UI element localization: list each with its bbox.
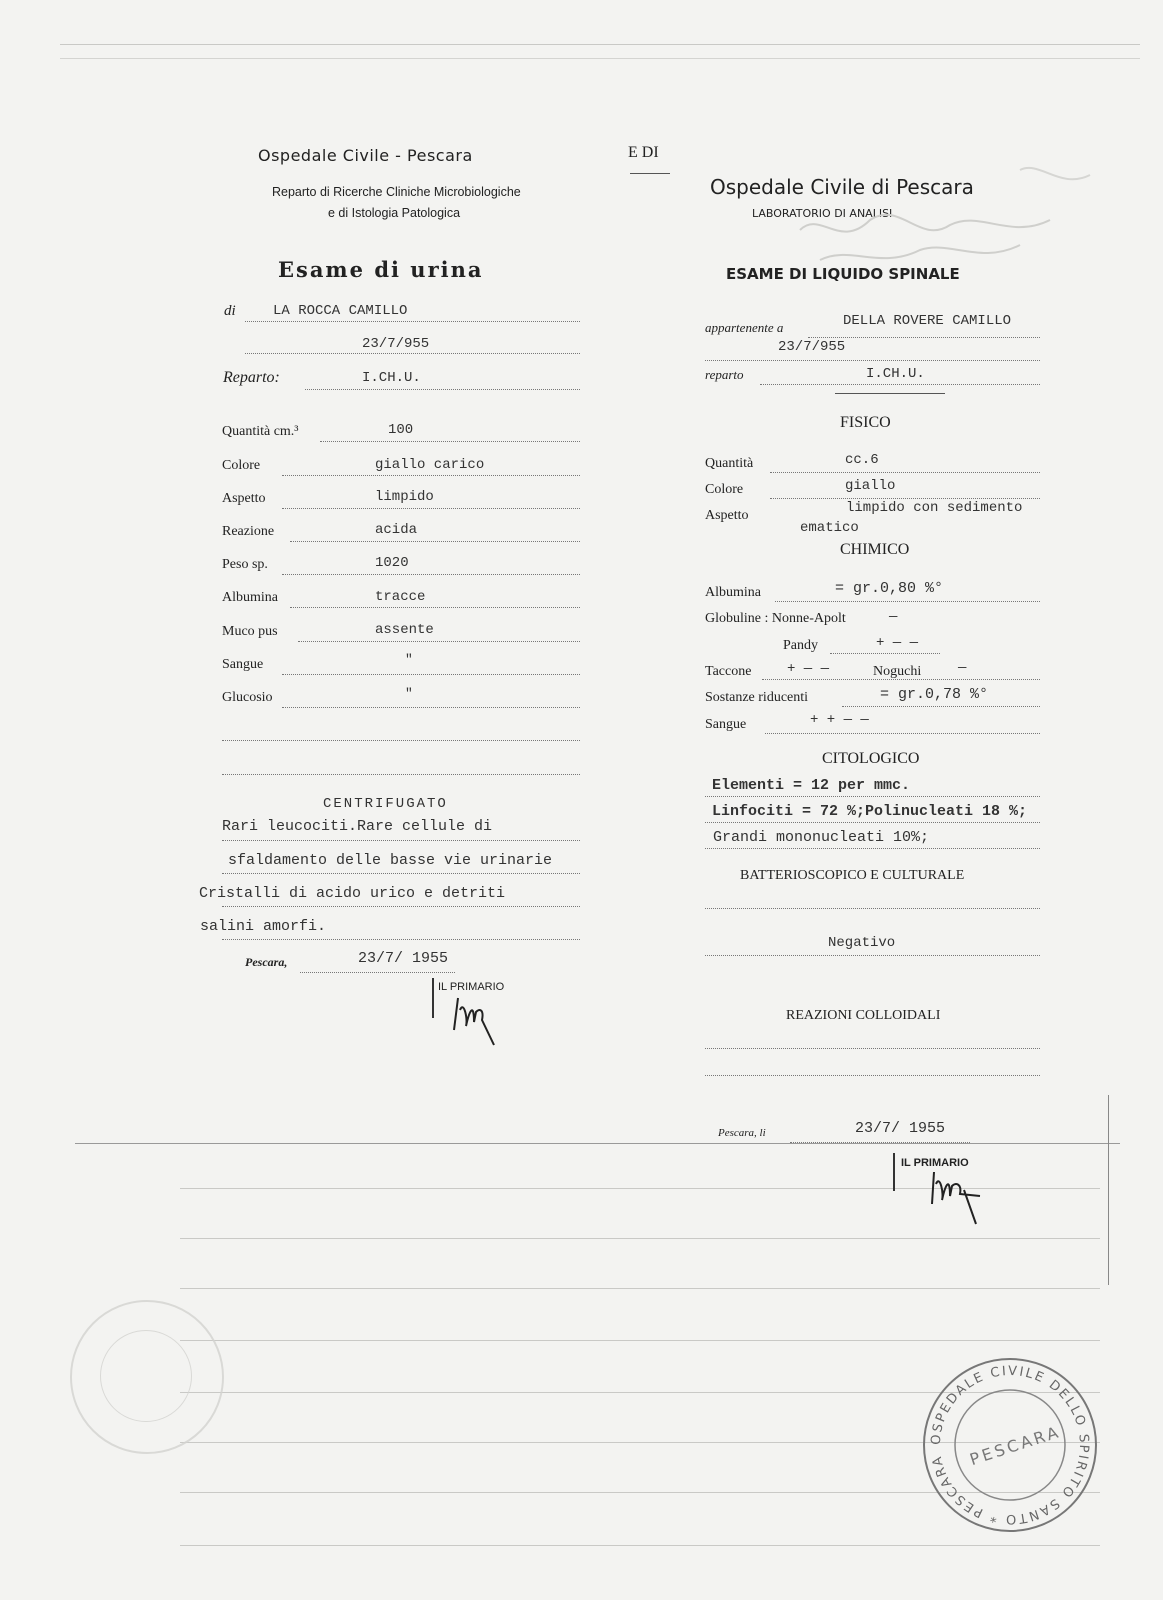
centrifugato-rule	[222, 873, 580, 874]
field-label: Peso sp.	[222, 557, 268, 572]
sangue-label: Sangue	[705, 717, 747, 732]
reparto-line	[305, 389, 580, 390]
centrifugato-rule	[222, 906, 580, 907]
field-value: acida	[375, 522, 418, 538]
left-primario-label: IL PRIMARIO	[438, 981, 505, 993]
centrifugato-line: salini amorfi.	[200, 918, 327, 935]
fragment-rule	[630, 173, 670, 174]
albumina-value: = gr.0,80 %°	[835, 580, 944, 597]
pandy-label: Pandy	[783, 638, 818, 653]
right-signature	[920, 1166, 995, 1228]
batterio-rule	[705, 908, 1040, 909]
pandy-line	[830, 653, 940, 654]
aspetto-label: Aspetto	[705, 508, 749, 523]
right-reparto-label: reparto	[705, 367, 744, 382]
cito-line: Linfociti = 72 %;Polinucleati 18 %;	[712, 803, 1028, 820]
field-label: Glucosio	[222, 690, 273, 705]
aspetto-value-line1: limpido con sedimento	[846, 500, 1023, 516]
right-place-label: Pescara, li	[718, 1127, 766, 1139]
field-value: 100	[388, 422, 414, 438]
reazioni-heading: REAZIONI COLLOIDALI	[786, 1008, 941, 1023]
field-value: tracce	[375, 589, 426, 605]
colore-label: Colore	[705, 482, 744, 497]
field-line	[282, 674, 580, 675]
di-label: di	[224, 303, 236, 319]
field-label: Colore	[222, 458, 261, 473]
citologico-heading: CITOLOGICO	[822, 750, 920, 767]
left-reparto-value: I.CH.U.	[362, 370, 421, 386]
right-reparto-value: I.CH.U.	[866, 366, 925, 382]
centrifugato-line: sfaldamento delle basse vie urinarie	[228, 852, 553, 869]
batterio-heading: BATTERIOSCOPICO E CULTURALE	[740, 868, 965, 883]
sheet-rule	[75, 1143, 1120, 1144]
field-label: Reazione	[222, 524, 275, 539]
left-dept-line1: Reparto di Ricerche Cliniche Microbiologiche	[272, 185, 521, 199]
quantita-value: cc.6	[845, 452, 879, 468]
globuline-label: Globuline : Nonne-Apolt	[705, 611, 846, 626]
left-signed-date: 23/7/ 1955	[358, 950, 449, 967]
centrifugato-rule	[222, 840, 580, 841]
batterio-rule	[705, 955, 1040, 956]
field-line	[282, 707, 580, 708]
field-label: Aspetto	[222, 491, 266, 506]
patient-line	[245, 321, 580, 322]
right-patient-name: DELLA ROVERE CAMILLO	[843, 313, 1012, 329]
left-dept-line2: e di Istologia Patologica	[328, 206, 461, 220]
field-label: Muco pus	[222, 624, 278, 639]
faded-stamp-inner-ring	[100, 1330, 192, 1422]
centrifugato-heading: CENTRIFUGATO	[323, 796, 448, 812]
sheet-rule	[60, 58, 1140, 59]
left-reparto-label: Reparto:	[223, 369, 280, 386]
bleed-through-handwriting	[760, 150, 1140, 310]
right-signed-date: 23/7/ 1955	[855, 1120, 946, 1137]
quantita-line	[770, 472, 1040, 473]
cito-rule	[705, 796, 1040, 797]
field-value: "	[405, 686, 413, 701]
fisico-heading: FISICO	[840, 414, 891, 431]
field-value: assente	[375, 622, 434, 638]
albumina-line	[775, 601, 1040, 602]
cito-rule	[705, 822, 1040, 823]
field-value: giallo carico	[375, 457, 485, 473]
sheet-rule	[60, 44, 1140, 45]
field-line	[290, 541, 580, 542]
field-value: "	[405, 652, 413, 667]
appartenente-label: appartenente a	[705, 320, 784, 335]
batterio-result: Negativo	[828, 935, 896, 951]
sheet-rule	[180, 1288, 1100, 1289]
taccone-value: + — —	[787, 661, 830, 677]
header-fragment: E DI	[628, 144, 659, 161]
sostanze-line	[842, 706, 1040, 707]
blank-line	[222, 740, 580, 741]
field-line	[282, 475, 580, 476]
reazioni-rule	[705, 1075, 1040, 1076]
field-value: 1020	[375, 555, 409, 571]
noguchi-label: Noguchi	[873, 664, 922, 679]
sostanze-value: = gr.0,78 %°	[880, 686, 989, 703]
field-line	[282, 508, 580, 509]
sangue-value: + + — —	[810, 712, 869, 728]
right-hospital-name: Ospedale Civile di Pescara	[710, 175, 974, 199]
right-title: ESAME DI LIQUIDO SPINALE	[726, 265, 960, 283]
faded-stamp	[70, 1300, 224, 1454]
date-line	[245, 353, 580, 354]
quantita-label: Quantità	[705, 456, 754, 471]
sangue-line	[765, 733, 1040, 734]
blank-line	[222, 774, 580, 775]
right-signed-date-line	[790, 1142, 970, 1143]
centrifugato-rule	[222, 939, 580, 940]
cito-line: Elementi = 12 per mmc.	[712, 777, 911, 794]
field-label: Albumina	[222, 590, 278, 605]
noguchi-value: —	[958, 660, 967, 676]
centrifugato-line: Cristalli di acido urico e detriti	[199, 885, 506, 902]
taccone-label: Taccone	[705, 664, 752, 679]
sostanze-label: Sostanze riducenti	[705, 690, 809, 705]
left-title: Esame di urina	[278, 257, 484, 282]
field-label: Sangue	[222, 657, 264, 672]
right-date: 23/7/955	[778, 339, 846, 355]
sheet-edge	[1108, 1095, 1109, 1285]
reazioni-rule	[705, 1048, 1040, 1049]
right-date-line	[705, 360, 1040, 361]
stamp-center-text: PESCARA	[967, 1421, 1064, 1470]
pandy-value: + — —	[876, 635, 919, 651]
reparto-underline	[835, 393, 945, 394]
cito-line: Grandi mononucleati 10%;	[713, 829, 930, 846]
field-line	[298, 641, 580, 642]
field-line	[290, 607, 580, 608]
left-date: 23/7/955	[362, 336, 430, 352]
field-value: limpido	[375, 489, 434, 505]
colore-value: giallo	[845, 478, 896, 494]
sheet-rule	[180, 1545, 1100, 1546]
lab-name: LABORATORIO DI ANALISI	[752, 207, 893, 220]
sheet-rule	[180, 1238, 1100, 1239]
right-reparto-line	[760, 384, 1040, 385]
left-signature-bar	[432, 978, 434, 1018]
right-patient-line	[808, 337, 1040, 338]
globuline-value: —	[889, 609, 898, 625]
left-signature	[440, 990, 510, 1050]
left-patient-name: LA ROCCA CAMILLO	[273, 303, 408, 319]
field-line	[282, 574, 580, 575]
right-signature-bar	[893, 1153, 895, 1191]
chimico-heading: CHIMICO	[840, 541, 910, 558]
left-hospital-name: Ospedale Civile - Pescara	[258, 146, 473, 165]
aspetto-value-line2: ematico	[800, 520, 859, 536]
centrifugato-line: Rari leucociti.Rare cellule di	[222, 818, 493, 835]
left-place-label: Pescara,	[245, 955, 288, 969]
field-label: Quantità cm.³	[222, 424, 299, 439]
colore-line	[770, 498, 1040, 499]
sheet-rule	[180, 1340, 1100, 1341]
right-primario-label: IL PRIMARIO	[901, 1157, 969, 1169]
albumina-label: Albumina	[705, 585, 761, 600]
left-date-line	[300, 972, 455, 973]
field-line	[320, 441, 580, 442]
svg-text:OSPEDALE CIVILE DELLO SPIRITO: OSPEDALE CIVILE DELLO SPIRITO SANTO * PESCARA	[928, 1363, 1092, 1527]
cito-rule	[705, 848, 1040, 849]
